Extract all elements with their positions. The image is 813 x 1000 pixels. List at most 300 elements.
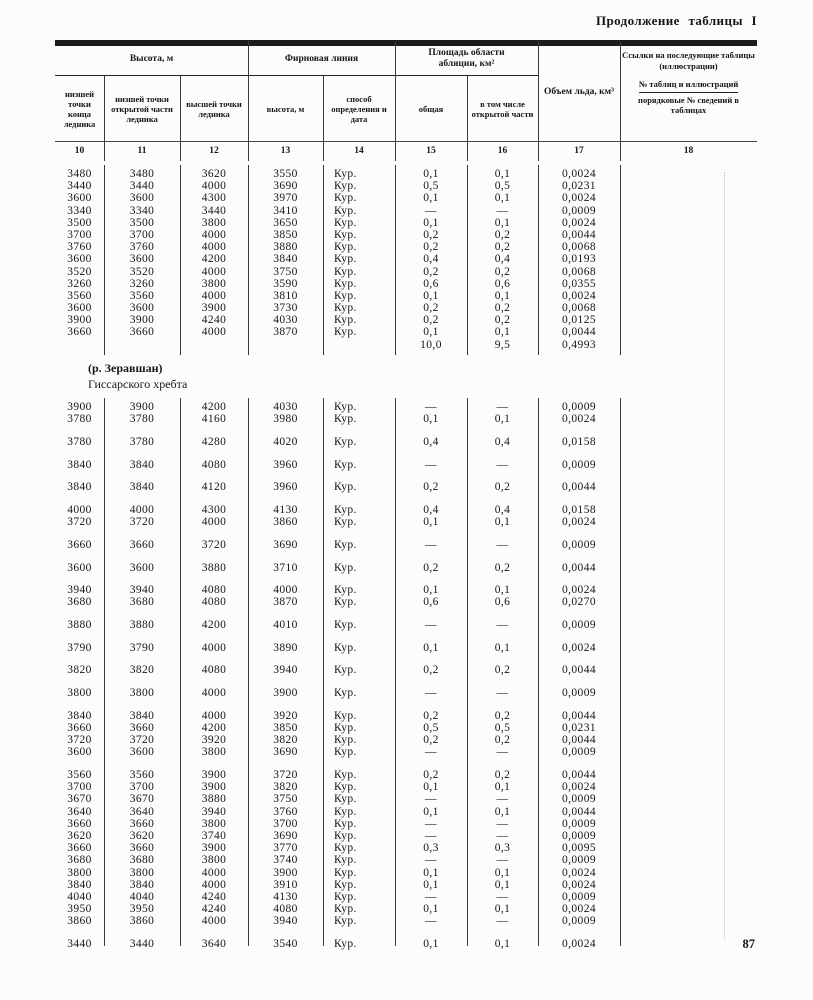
table-cell: 0,0044 bbox=[561, 734, 597, 747]
table-cell: 4040 bbox=[67, 890, 92, 903]
table-cell bbox=[620, 516, 757, 528]
table-row bbox=[55, 842, 757, 854]
table-cell: 0,0044 bbox=[561, 664, 597, 677]
table-cell: 3660 bbox=[67, 538, 92, 551]
table-cell: 0,0009 bbox=[561, 538, 597, 551]
col-num-15: 15 bbox=[426, 146, 436, 156]
table-cell: 3480 bbox=[129, 168, 155, 180]
table-cell bbox=[620, 793, 757, 805]
table-cell: Кур. bbox=[334, 793, 357, 806]
table-cell: — bbox=[425, 793, 437, 806]
table-cell: 3810 bbox=[273, 289, 298, 302]
table-cell: 0,0024 bbox=[561, 216, 597, 229]
table-cell: 3680 bbox=[129, 596, 155, 609]
header-vline bbox=[467, 76, 468, 161]
table-cell: 4080 bbox=[201, 458, 227, 471]
table-cell: 0,1 bbox=[494, 903, 511, 916]
table-cell: 3500 bbox=[67, 216, 92, 229]
table-cell: 4000 bbox=[201, 180, 227, 193]
table-cell: 3840 bbox=[67, 458, 92, 471]
table-cell: 3920 bbox=[273, 709, 298, 722]
table-cell: 3750 bbox=[273, 793, 298, 806]
table-row bbox=[55, 459, 757, 471]
table-cell: — bbox=[496, 204, 509, 217]
table-cell: — bbox=[496, 401, 509, 413]
table-cell: 3680 bbox=[129, 854, 155, 867]
table-cell: 4200 bbox=[201, 619, 227, 632]
table-cell: Кур. bbox=[334, 216, 357, 229]
table-cell: 3720 bbox=[201, 538, 227, 551]
table-cell: 4030 bbox=[273, 314, 298, 327]
table-cell: — bbox=[425, 401, 437, 413]
table-cell bbox=[620, 642, 757, 654]
table-cell bbox=[620, 302, 757, 314]
table-cell: — bbox=[496, 746, 509, 759]
table-cell: 3900 bbox=[273, 866, 298, 879]
col-header-18-sub-top: № таблиц и иллюстраций bbox=[639, 79, 739, 93]
table-cell: Кур. bbox=[334, 289, 357, 302]
table-cell: Кур. bbox=[334, 722, 357, 734]
table-cell: 0,1 bbox=[494, 938, 511, 950]
table-cell: 0,0044 bbox=[561, 228, 597, 241]
table-cell: 0,2 bbox=[494, 709, 511, 722]
table-cell: 0,2 bbox=[494, 481, 511, 494]
table-cell: 3540 bbox=[273, 938, 298, 950]
table-cell: — bbox=[425, 204, 437, 217]
table-row bbox=[55, 806, 757, 818]
table-row bbox=[55, 229, 757, 241]
table-cell: — bbox=[496, 890, 509, 903]
table-row bbox=[55, 746, 757, 758]
table-row bbox=[55, 781, 757, 793]
table-cell: 3720 bbox=[273, 769, 298, 782]
table-cell: 3800 bbox=[201, 817, 227, 830]
table-cell: 0,5 bbox=[494, 722, 511, 734]
table-cell: 0,4 bbox=[494, 503, 511, 516]
table-cell: 3840 bbox=[129, 458, 155, 471]
table-cell: — bbox=[425, 890, 437, 903]
table-row bbox=[55, 854, 757, 866]
table-cell: 3720 bbox=[129, 516, 155, 529]
table-cell: 0,1 bbox=[494, 866, 511, 879]
table-row bbox=[55, 710, 757, 722]
table-row bbox=[55, 596, 757, 608]
table-cell: 4080 bbox=[201, 664, 227, 677]
table-cell: 3690 bbox=[273, 830, 298, 842]
table-cell: 0,0270 bbox=[561, 596, 597, 609]
table-cell: Кур. bbox=[334, 516, 357, 529]
table-cell: Кур. bbox=[334, 314, 357, 327]
table-cell: 4240 bbox=[201, 314, 227, 327]
table-cell: 0,0024 bbox=[561, 641, 597, 654]
table-cell: Кур. bbox=[334, 781, 357, 794]
table-cell bbox=[55, 339, 104, 351]
table-cell: 3840 bbox=[67, 481, 92, 494]
table-cell: 0,2 bbox=[494, 265, 511, 278]
table-row bbox=[55, 687, 757, 699]
table-cell: 4300 bbox=[201, 503, 227, 516]
table-cell: 3900 bbox=[201, 781, 227, 794]
table-cell: 0,1 bbox=[494, 326, 511, 339]
table-cell: 0,1 bbox=[423, 866, 439, 879]
table-cell: 0,4 bbox=[423, 503, 439, 516]
table-cell: 3710 bbox=[273, 561, 298, 574]
header-vline bbox=[395, 41, 396, 161]
table-cell: 4000 bbox=[201, 641, 227, 654]
table-cell: 4280 bbox=[201, 435, 227, 448]
table-cell: 3600 bbox=[129, 302, 155, 315]
table-row bbox=[55, 401, 757, 413]
table-cell: 3690 bbox=[273, 746, 298, 759]
table-cell: 3720 bbox=[129, 734, 155, 747]
table-cell: Кур. bbox=[334, 938, 357, 950]
table-cell: 4200 bbox=[201, 722, 227, 734]
table-cell: 0,2 bbox=[423, 769, 439, 782]
table-cell: 0,1 bbox=[423, 413, 439, 426]
table-cell: Кур. bbox=[334, 265, 357, 278]
table-cell: 0,1 bbox=[423, 584, 439, 597]
table-cell: 3590 bbox=[273, 277, 298, 290]
table-cell: 3700 bbox=[129, 781, 155, 794]
table-cell bbox=[620, 830, 757, 842]
table-cell bbox=[620, 879, 757, 891]
table-cell: 3660 bbox=[129, 817, 155, 830]
table-cell: 0,6 bbox=[494, 277, 511, 290]
table-cell: 3800 bbox=[129, 866, 155, 879]
table-row bbox=[55, 436, 757, 448]
table-cell: 4000 bbox=[201, 878, 227, 891]
table-cell: Кур. bbox=[334, 228, 357, 241]
table-cell bbox=[620, 722, 757, 734]
table-cell bbox=[620, 278, 757, 290]
table-cell: 3860 bbox=[67, 915, 92, 928]
table-row bbox=[55, 278, 757, 290]
table-cell: 4300 bbox=[201, 192, 227, 205]
table-cell: 0,0068 bbox=[561, 241, 597, 254]
table-cell: 0,1 bbox=[423, 641, 439, 654]
group-header-ablation-area: Площадь области абляции, км² bbox=[428, 48, 505, 69]
table-cell bbox=[620, 710, 757, 722]
table-cell: 0,0068 bbox=[561, 302, 597, 315]
table-cell bbox=[620, 436, 757, 448]
table-cell: 3840 bbox=[273, 253, 298, 266]
table-cell: 3780 bbox=[129, 435, 155, 448]
table-cell: 0,0009 bbox=[561, 890, 597, 903]
table-cell: 0,2 bbox=[423, 241, 439, 254]
table-cell: 0,2 bbox=[494, 302, 511, 315]
table-cell: 0,2 bbox=[494, 241, 511, 254]
table-cell: 0,0095 bbox=[561, 842, 597, 855]
table-cell: 3900 bbox=[273, 687, 298, 700]
table-cell: 3780 bbox=[67, 413, 92, 426]
table-cell: 3620 bbox=[201, 168, 227, 180]
table-row bbox=[55, 217, 757, 229]
table-row bbox=[55, 938, 757, 950]
section-label bbox=[88, 360, 187, 392]
col-num-10: 10 bbox=[74, 146, 85, 156]
table-cell: 0,6 bbox=[423, 277, 439, 290]
table-cell: 0,0125 bbox=[561, 314, 597, 327]
header-vline bbox=[620, 41, 621, 161]
table-cell: 3340 bbox=[129, 204, 155, 217]
table-cell bbox=[620, 326, 757, 338]
table-cell: 3920 bbox=[201, 734, 227, 747]
table-cell: 0,2 bbox=[423, 561, 439, 574]
table-cell: 0,1 bbox=[423, 289, 439, 302]
table-cell: 0,0009 bbox=[561, 619, 597, 632]
table-cell: 0,2 bbox=[423, 481, 439, 494]
table-cell bbox=[620, 769, 757, 781]
table-cell bbox=[620, 619, 757, 631]
table-cell: — bbox=[425, 687, 437, 700]
table-cell: 4000 bbox=[201, 265, 227, 278]
table-cell: 0,2 bbox=[494, 769, 511, 782]
table-cell: 3770 bbox=[273, 842, 298, 855]
table-cell: 3520 bbox=[129, 265, 155, 278]
table-cell: Кур. bbox=[334, 903, 357, 916]
table-cell: 4000 bbox=[201, 709, 227, 722]
table-cell: 0,1 bbox=[423, 903, 439, 916]
table-cell: 3840 bbox=[129, 481, 155, 494]
table-cell: 0,4 bbox=[494, 253, 511, 266]
table-cell: 0,6 bbox=[494, 596, 511, 609]
table-cell: 4020 bbox=[273, 435, 298, 448]
table-cell: — bbox=[425, 619, 437, 632]
col-num-11: 11 bbox=[137, 146, 147, 156]
table-cell: — bbox=[425, 746, 437, 759]
table-cell: Кур. bbox=[334, 746, 357, 759]
table-cell: 4200 bbox=[201, 253, 227, 266]
table-row bbox=[55, 504, 757, 516]
table-cell: 3740 bbox=[201, 830, 227, 842]
table-cell: 3680 bbox=[67, 596, 92, 609]
table-row bbox=[55, 769, 757, 781]
table-cell: 0,0044 bbox=[561, 805, 597, 818]
table-cell: 3840 bbox=[67, 709, 92, 722]
table-cell: 0,1 bbox=[494, 192, 511, 205]
table-cell: 0,1 bbox=[423, 326, 439, 339]
table-cell: 3940 bbox=[201, 805, 227, 818]
table-cell: Кур. bbox=[334, 709, 357, 722]
table-cell bbox=[620, 891, 757, 903]
col-header-12: высшей точки ледника bbox=[186, 99, 242, 119]
table-cell: — bbox=[496, 458, 509, 471]
table-cell: 0,0009 bbox=[561, 830, 597, 842]
table-cell: 3690 bbox=[273, 180, 298, 193]
table-cell: 3520 bbox=[67, 265, 92, 278]
table-cell: 0,1 bbox=[423, 805, 439, 818]
table-cell: 3980 bbox=[273, 413, 298, 426]
table-cell: 3660 bbox=[129, 722, 155, 734]
table-cell: 4240 bbox=[201, 903, 227, 916]
table-cell: 0,0158 bbox=[561, 503, 597, 516]
group-header-firn-line: Фирновая линия bbox=[284, 53, 359, 64]
table-cell: 3840 bbox=[129, 709, 155, 722]
table-cell: 0,0231 bbox=[561, 180, 597, 193]
table-cell: 3880 bbox=[129, 619, 155, 632]
table-cell: Кур. bbox=[334, 641, 357, 654]
table-cell: Кур. bbox=[334, 302, 357, 315]
table-cell: 9,5 bbox=[494, 338, 511, 351]
table-cell: 3440 bbox=[129, 938, 155, 950]
page-number: 87 bbox=[742, 937, 755, 951]
table-cell: — bbox=[425, 830, 437, 842]
table-cell: 0,1 bbox=[423, 878, 439, 891]
table-cell: 0,0009 bbox=[561, 746, 597, 759]
table-cell: 3880 bbox=[201, 793, 227, 806]
table-cell: Кур. bbox=[334, 413, 357, 426]
table-cell: 4000 bbox=[201, 516, 227, 529]
table-cell: 0,0158 bbox=[561, 435, 597, 448]
table-row bbox=[55, 339, 757, 351]
table-cell: 0,1 bbox=[494, 168, 511, 180]
table-cell: Кур. bbox=[334, 878, 357, 891]
table-cell: 4080 bbox=[273, 903, 298, 916]
table-cell: 3640 bbox=[129, 805, 155, 818]
table-cell: Кур. bbox=[334, 830, 357, 842]
table-cell: 3440 bbox=[67, 938, 92, 950]
table-row bbox=[55, 879, 757, 891]
table-cell: 0,0009 bbox=[561, 817, 597, 830]
table-cell: 0,2 bbox=[423, 709, 439, 722]
col-num-13: 13 bbox=[280, 146, 291, 156]
table-cell bbox=[620, 842, 757, 854]
table-cell: 0,2 bbox=[423, 314, 439, 327]
table-cell: 4160 bbox=[201, 413, 227, 426]
header-vline bbox=[248, 41, 249, 161]
table-cell: 10,0 bbox=[420, 338, 442, 351]
table-cell: Кур. bbox=[334, 817, 357, 830]
table-cell bbox=[620, 168, 757, 180]
table-cell: 3800 bbox=[201, 854, 227, 867]
table-cell: 3660 bbox=[129, 326, 155, 339]
table-cell: — bbox=[496, 854, 509, 867]
table-cell: Кур. bbox=[334, 168, 357, 180]
table-cell: 3880 bbox=[201, 561, 227, 574]
table-cell: 3670 bbox=[67, 793, 92, 806]
table-cell: 0,2 bbox=[423, 664, 439, 677]
table-cell: Кур. bbox=[334, 481, 357, 494]
table-cell: Кур. bbox=[334, 915, 357, 928]
table-cell: 3970 bbox=[273, 192, 298, 205]
table-cell: 3260 bbox=[129, 277, 155, 290]
table-cell: Кур. bbox=[334, 769, 357, 782]
table-cell: Кур. bbox=[334, 854, 357, 867]
table-cell: 0,2 bbox=[494, 734, 511, 747]
table-row bbox=[55, 314, 757, 326]
table-cell: 3690 bbox=[273, 538, 298, 551]
table-cell: Кур. bbox=[334, 326, 357, 339]
table-cell: 3940 bbox=[273, 664, 298, 677]
table-cell: 3900 bbox=[129, 401, 155, 413]
table-row bbox=[55, 539, 757, 551]
table-cell: 3600 bbox=[129, 746, 155, 759]
table-cell: 0,5 bbox=[423, 180, 439, 193]
table-cell: 3620 bbox=[129, 830, 155, 842]
table-row bbox=[55, 266, 757, 278]
table-cell bbox=[620, 253, 757, 265]
table-row bbox=[55, 481, 757, 493]
table-cell: 0,4993 bbox=[561, 338, 597, 351]
table-cell: 3910 bbox=[273, 878, 298, 891]
table-cell: Кур. bbox=[334, 664, 357, 677]
col-header-10: низшей точки конца ледника bbox=[63, 89, 96, 129]
table-cell: 3500 bbox=[129, 216, 155, 229]
table-cell: 3950 bbox=[67, 903, 92, 916]
table-row bbox=[55, 168, 757, 180]
table-cell: Кур. bbox=[334, 401, 357, 413]
table-row bbox=[55, 891, 757, 903]
table-cell bbox=[620, 180, 757, 192]
table-cell: 3560 bbox=[129, 769, 155, 782]
table-cell: 3600 bbox=[67, 302, 92, 315]
col-header-18-title: Ссылки на последующие таблицы (иллюстрации) bbox=[622, 50, 755, 71]
table-cell: — bbox=[425, 854, 437, 867]
group-underline bbox=[248, 75, 395, 76]
col-num-12: 12 bbox=[209, 146, 219, 156]
table-row bbox=[55, 584, 757, 596]
table-cell: 0,0044 bbox=[561, 326, 597, 339]
table-cell bbox=[180, 339, 248, 351]
col-header-13: высота, м bbox=[266, 104, 305, 114]
table-cell: 3950 bbox=[129, 903, 155, 916]
table-row bbox=[55, 664, 757, 676]
col-header-18-references bbox=[620, 50, 757, 116]
table-cell: Кур. bbox=[334, 890, 357, 903]
table-cell: 3780 bbox=[67, 435, 92, 448]
table-cell: 0,0044 bbox=[561, 481, 597, 494]
table-cell: 3860 bbox=[129, 915, 155, 928]
table-cell bbox=[620, 915, 757, 927]
table-row bbox=[55, 516, 757, 528]
table-cell: 3800 bbox=[201, 216, 227, 229]
table-cell: 0,2 bbox=[423, 302, 439, 315]
table-cell: 0,4 bbox=[423, 253, 439, 266]
table-cell: 0,0044 bbox=[561, 709, 597, 722]
col-header-14: способ определения и дата bbox=[331, 94, 387, 124]
table-cell bbox=[620, 746, 757, 758]
table-cell: 0,0009 bbox=[561, 204, 597, 217]
table-cell: 3560 bbox=[67, 289, 92, 302]
table-cell: — bbox=[496, 817, 509, 830]
table-cell bbox=[620, 339, 757, 351]
table-cell bbox=[620, 217, 757, 229]
table-cell: 3870 bbox=[273, 596, 298, 609]
col-header-11: низшей точки открытой части ледника bbox=[111, 94, 173, 124]
table-cell: Кур. bbox=[334, 458, 357, 471]
table-cell: Кур. bbox=[334, 866, 357, 879]
table-cell: 3960 bbox=[273, 458, 298, 471]
table-cell: 3760 bbox=[273, 805, 298, 818]
table-row bbox=[55, 642, 757, 654]
table-cell bbox=[620, 266, 757, 278]
table-row bbox=[55, 241, 757, 253]
table-cell: 3880 bbox=[273, 241, 298, 254]
table-cell bbox=[620, 314, 757, 326]
table-cell: 0,0044 bbox=[561, 561, 597, 574]
table-cell: 0,0024 bbox=[561, 903, 597, 916]
table-cell: 0,1 bbox=[423, 192, 439, 205]
col-num-14: 14 bbox=[354, 146, 364, 156]
table-cell: 3560 bbox=[129, 289, 155, 302]
table-cell: — bbox=[425, 915, 437, 928]
table-cell: Кур. bbox=[334, 435, 357, 448]
table-cell: 3720 bbox=[67, 734, 92, 747]
table-cell: Кур. bbox=[334, 687, 357, 700]
table-cell bbox=[620, 664, 757, 676]
header-vline bbox=[104, 76, 105, 161]
table-cell: 4000 bbox=[201, 326, 227, 339]
